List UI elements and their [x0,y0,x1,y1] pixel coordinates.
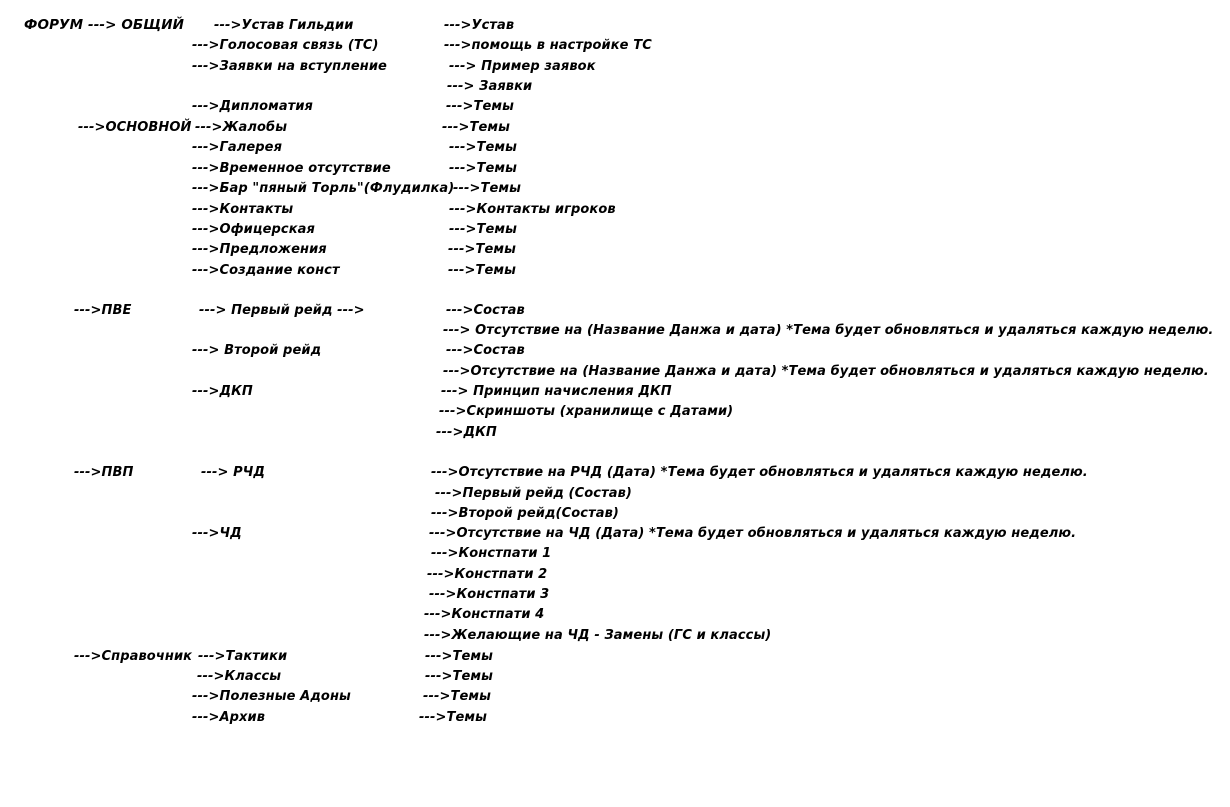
pve-dkp-sub-3: --->ДКП [436,425,497,440]
pvp-rchd-sub-1: --->Отсутствие на РЧД (Дата) *Тема будет обновляться и удаляться каждую неделю. [431,465,1088,480]
pvp-chd-sub-5: --->Констпати 4 [424,607,545,622]
reference-archive: --->Архив [192,710,266,725]
general-applications-sub-2: ---> Заявки [447,79,533,94]
main-contacts-sub: --->Контакты игроков [449,202,616,217]
reference-classes-sub: --->Темы [425,669,493,684]
main-proposals-sub: --->Темы [448,242,516,257]
forum-root: ФОРУМ [24,17,84,33]
main-complaints: --->Жалобы [195,120,288,135]
general-applications: --->Заявки на вступление [192,59,387,74]
pve-raid2: ---> Второй рейд [192,343,322,358]
pve-raid1: ---> Первый рейд ---> [199,303,365,318]
pve-dkp-sub-2: --->Скриншоты (хранилище с Датами) [439,404,734,419]
main-gallery-sub: --->Темы [449,140,517,155]
main-complaints-sub: --->Темы [442,120,510,135]
general-voice: --->Голосовая связь (ТС) [192,38,379,53]
pve-dkp-sub-1: ---> Принцип начисления ДКП [441,384,672,399]
node-pvp: --->ПВП [74,465,134,480]
pvp-chd-sub-1: --->Отсутствие на ЧД (Дата) *Тема будет обновляться и удаляться каждую неделю. [429,526,1077,541]
pvp-rchd: ---> РЧД [201,465,266,480]
node-reference: --->Справочник [74,649,193,664]
main-diplomacy-sub: --->Темы [446,99,514,114]
main-absence: --->Временное отсутствие [192,161,391,176]
main-const: --->Создание конст [192,263,340,278]
node-general: ---> ОБЩИЙ [88,17,185,33]
pve-raid2-sub-1: --->Состав [446,343,525,358]
pvp-rchd-sub-2: --->Первый рейд (Состав) [435,486,632,501]
pve-dkp: --->ДКП [192,384,253,399]
general-charter: --->Устав Гильдии [214,18,354,33]
main-diplomacy: --->Дипломатия [192,99,313,114]
main-bar-sub: --->Темы [453,181,521,196]
general-charter-sub: --->Устав [444,18,515,33]
reference-tactics: --->Тактики [198,649,288,664]
general-applications-sub-1: ---> Пример заявок [449,59,596,74]
main-gallery: --->Галерея [192,140,283,155]
main-absence-sub: --->Темы [449,161,517,176]
node-main: --->ОСНОВНОЙ [78,120,192,135]
general-voice-sub: --->помощь в настройке ТС [444,38,652,53]
pvp-chd: --->ЧД [192,526,242,541]
pvp-chd-sub-6: --->Желающие на ЧД - Замены (ГС и классы) [424,628,772,643]
main-officers-sub: --->Темы [449,222,517,237]
node-pve: --->ПВЕ [74,303,132,318]
pve-raid1-sub-1: --->Состав [446,303,525,318]
reference-classes: --->Классы [197,669,282,684]
main-officers: --->Офицерская [192,222,315,237]
main-bar: --->Бар "пяный Торль"(Флудилка) [192,181,455,196]
main-proposals: --->Предложения [192,242,327,257]
pvp-chd-sub-3: --->Констпати 2 [427,567,548,582]
reference-addons-sub: --->Темы [423,689,491,704]
pvp-chd-sub-4: --->Констпати 3 [429,587,550,602]
main-const-sub: --->Темы [448,263,516,278]
reference-addons: --->Полезные Адоны [192,689,351,704]
pvp-rchd-sub-3: --->Второй рейд(Состав) [431,506,619,521]
pvp-chd-sub-2: --->Констпати 1 [431,546,552,561]
main-contacts: --->Контакты [192,202,294,217]
reference-tactics-sub: --->Темы [425,649,493,664]
pve-raid1-sub-2: ---> Отсутствие на (Название Данжа и дата) *Тема будет обновляться и удаляться каждую неделю. [443,323,1214,338]
pve-raid2-sub-2: --->Отсутствие на (Название Данжа и дата) *Тема будет обновляться и удаляться каждую неделю. [443,364,1209,379]
reference-archive-sub: --->Темы [419,710,487,725]
